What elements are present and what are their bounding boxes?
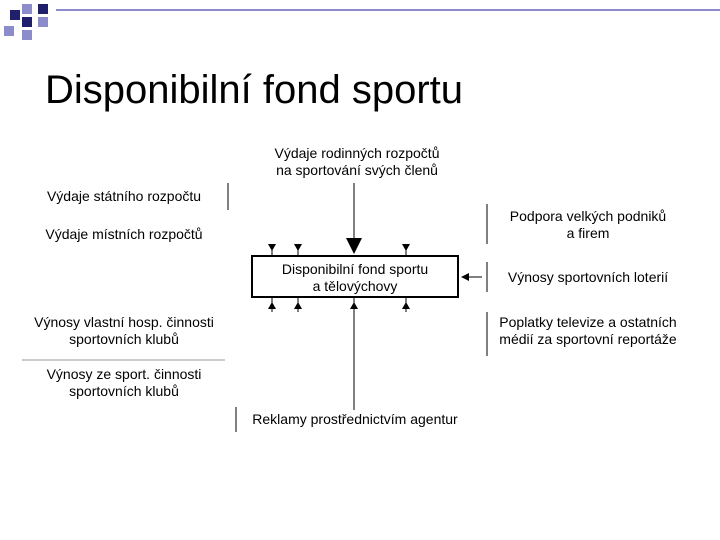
arrow-up-icon <box>268 302 276 309</box>
arrow-down-icon <box>294 244 302 251</box>
arrow-left-icon <box>461 273 469 281</box>
arrow-up-icon <box>402 302 410 309</box>
source-family-budgets-line1: Výdaje rodinných rozpočtů <box>274 145 440 161</box>
source-advertising-agencies: Reklamy prostřednictvím agentur <box>252 411 458 427</box>
arrow-down-icon <box>346 238 362 254</box>
page-title: Disponibilní fond sportu <box>45 68 464 112</box>
source-club-business-line2: sportovních klubů <box>69 331 179 347</box>
source-family-budgets-line2: na sportování svých členů <box>276 162 438 178</box>
arrow-up-icon <box>350 302 358 309</box>
source-local-budgets: Výdaje místních rozpočtů <box>45 226 203 242</box>
source-media-fees-line1: Poplatky televize a ostatních <box>499 314 677 330</box>
arrow-up-icon <box>294 302 302 309</box>
source-corporate-support-line1: Podpora velkých podniků <box>509 208 667 224</box>
source-state-budget: Výdaje státního rozpočtu <box>46 188 202 204</box>
source-club-sport-line2: sportovních klubů <box>69 383 179 399</box>
arrow-down-icon <box>402 244 410 251</box>
center-label-line1: Disponibilní fond sportu <box>281 261 429 277</box>
arrow-down-icon <box>268 244 276 251</box>
center-label-line2: a tělovýchovy <box>312 278 398 294</box>
source-club-sport-line1: Výnosy ze sport. činnosti <box>46 366 202 382</box>
source-corporate-support-line2: a firem <box>566 225 610 241</box>
source-sport-lotteries: Výnosy sportovních loterií <box>507 269 669 285</box>
source-media-fees-line2: médií za sportovní reportáže <box>499 331 677 347</box>
source-club-business-line1: Výnosy vlastní hosp. činnosti <box>34 314 214 330</box>
